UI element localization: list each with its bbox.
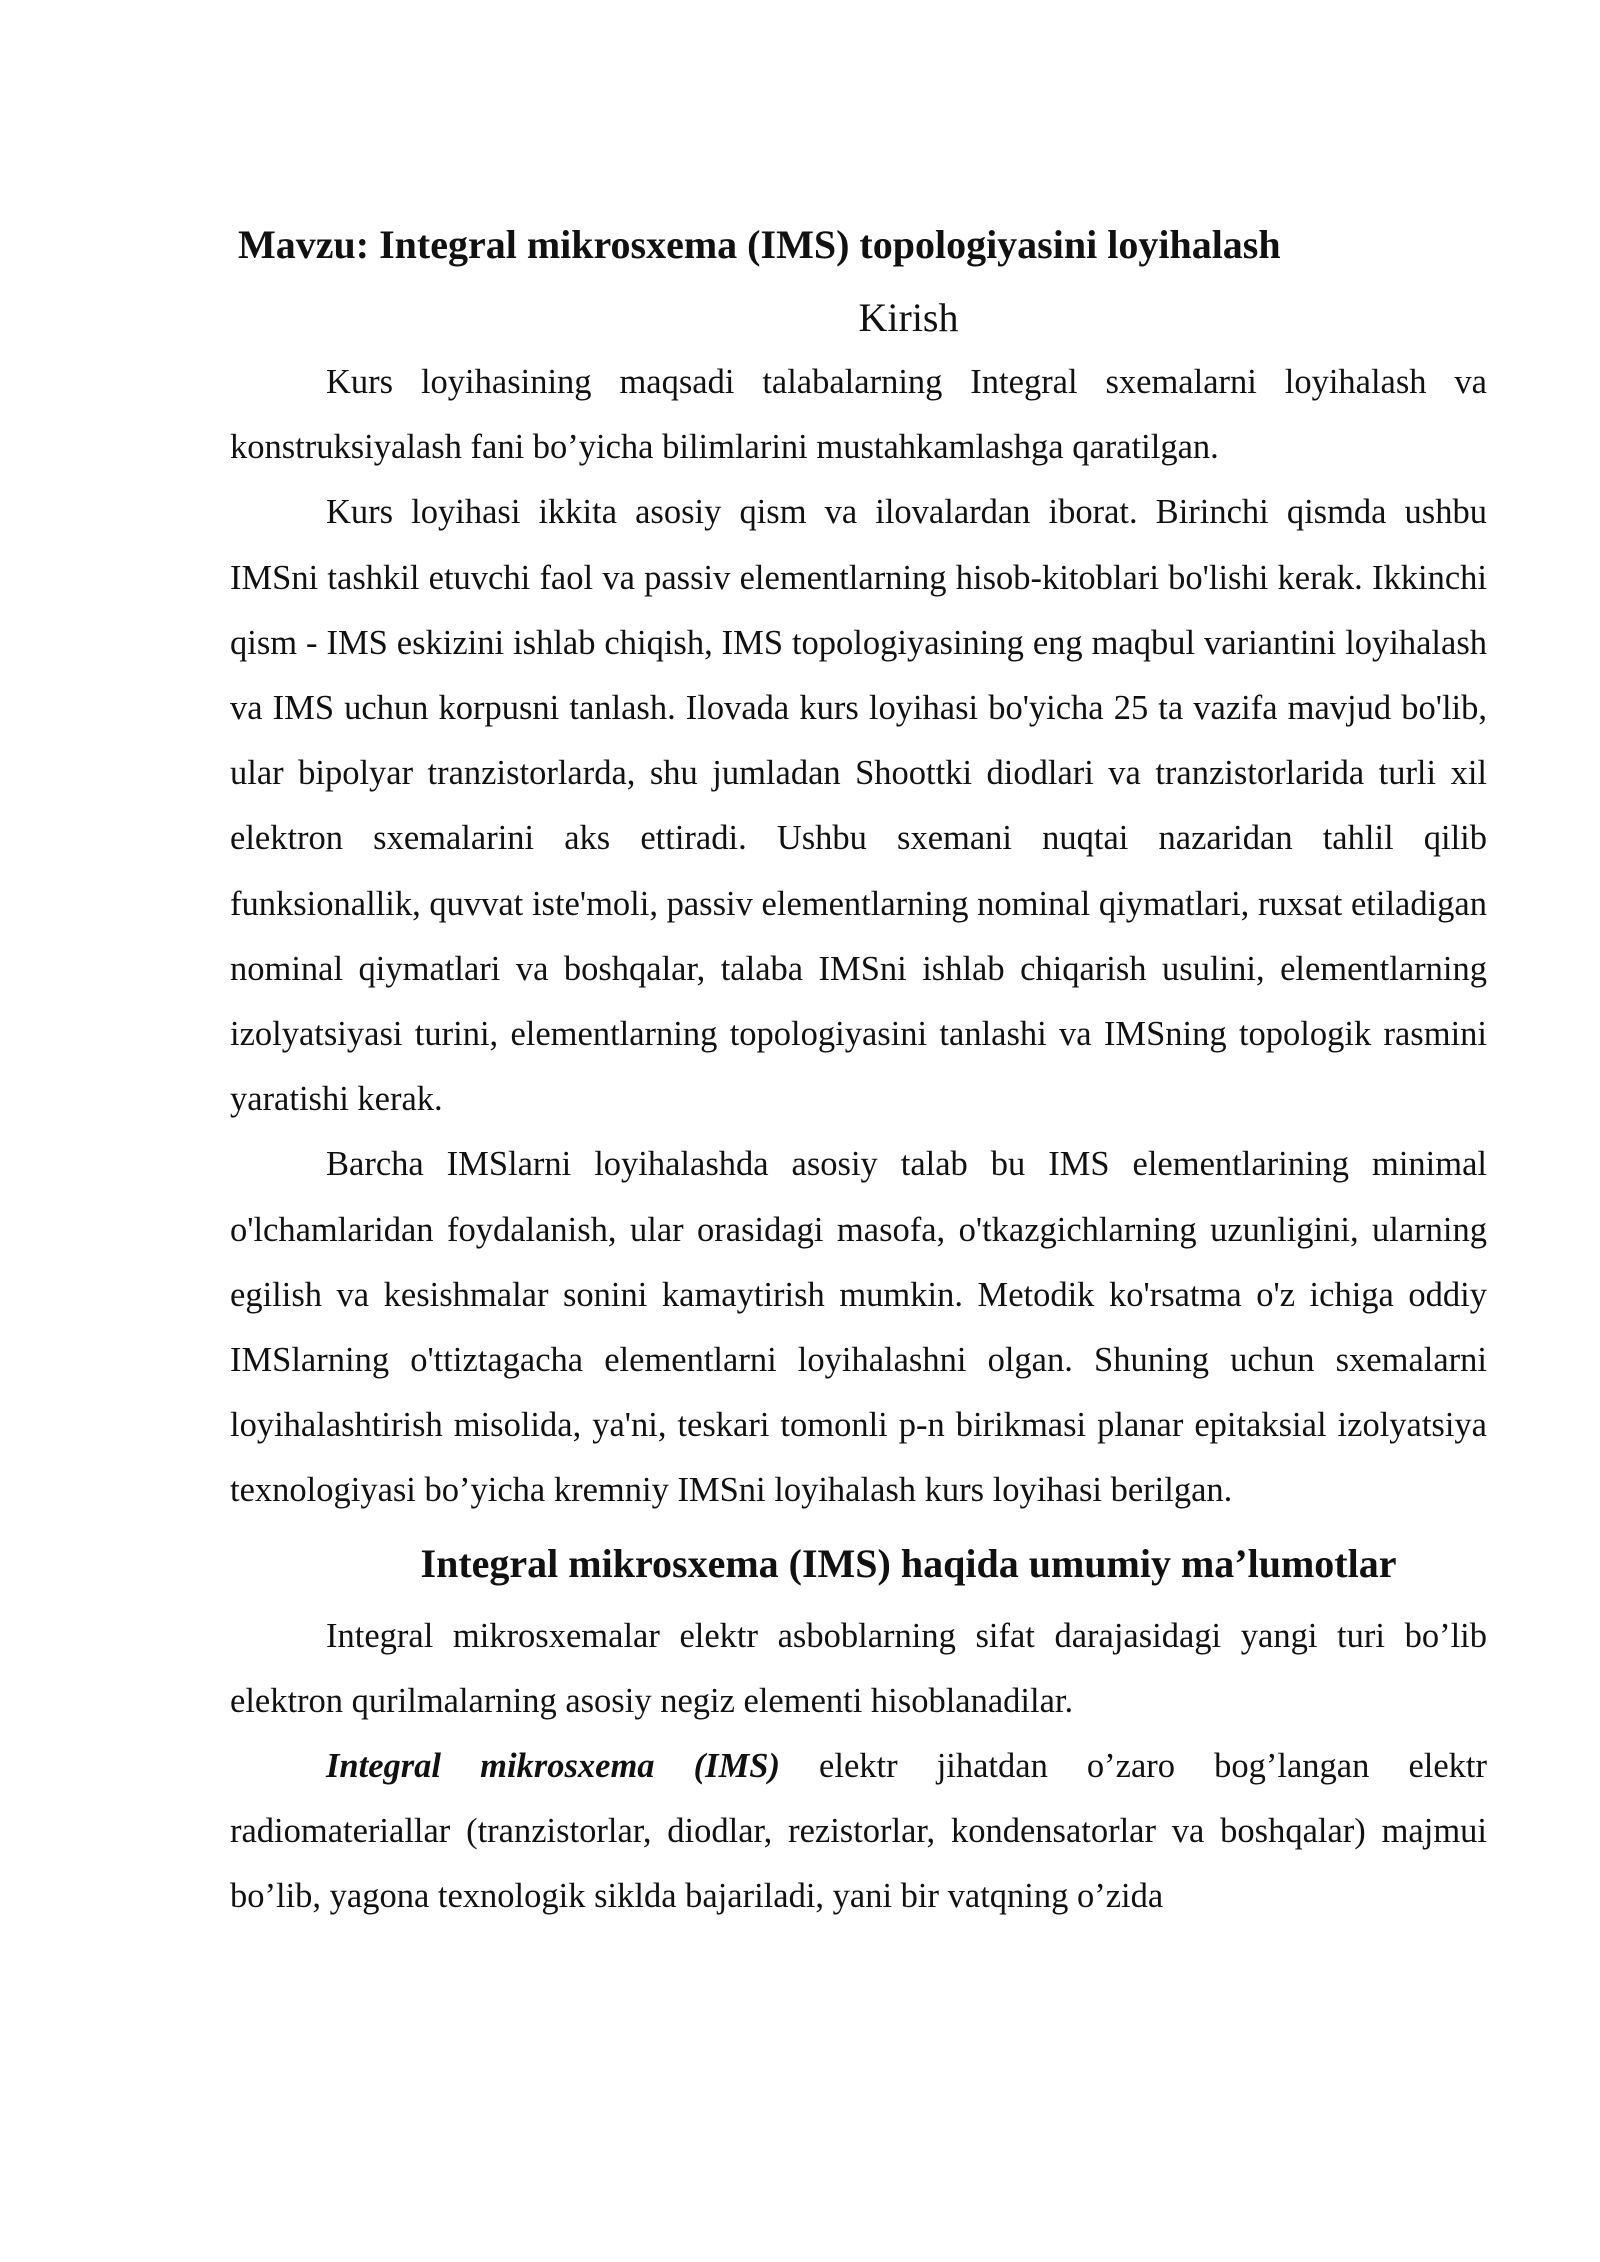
intro-heading: Kirish <box>858 295 959 340</box>
section-heading: Integral mikrosxema (IMS) haqida umumiy ma’lumotlar <box>420 1540 1397 1586</box>
document-page <box>230 205 1487 1930</box>
section-paragraph-definition <box>230 1734 1487 1930</box>
definition-text: elektr jihatdan o’zaro bog’langan elektr radiomateriallar (tranzistorlar, diodlar, rezistorlar, kondensatorlar va boshqalar) majmui bo’lib, yagona texnologik siklda bajariladi, yani bir vatqning o’zida <box>230 1747 1487 1916</box>
intro-paragraph: Kurs loyihasi ikkita asosiy qism va ilovalardan iborat. Birinchi qismda ushbu IMSni tashkil etuvchi faol va passiv elementlarning hisob-kitoblari bo'lishi kerak. Ikkinchi qism - IMS eskizini ishlab chiqish, IMS topologiyasining eng maqbul variantini loyihalash va IMS uchun korpusni tanlash. Ilovada kurs loyihasi bo'yicha 25 ta vazifa mavjud bo'lib, ular bipolyar tranzistorlarda, shu jumladan Shoottki diodlari va tranzistorlarida turli xil elektron sxemalarini aks ettiradi. Ushbu sxemani nuqtai nazaridan tahlil qilib funksionallik, quvvat iste'moli, passiv elementlarning nominal qiymatlari, ruxsat etiladigan nominal qiymatlari va boshqalar, talaba IMSni ishlab chiqarish usulini, elementlarning izolyatsiyasi turini, elementlarning topologiyasini tanlashi va IMSning topologik rasmini yaratishi kerak. <box>230 493 1487 1119</box>
section-paragraph: Integral mikrosxemalar elektr asboblarning sifat darajasidagi yangi turi bo’lib elektron qurilmalarning asosiy negiz elementi hisoblanadilar. <box>230 1616 1487 1720</box>
intro-paragraph: Barcha IMSlarni loyihalashda asosiy talab bu IMS elementlarining minimal o'lchamlaridan foydalanish, ular orasidagi masofa, o'tkazgichlarning uzunligini, ularning egilish va kesishmalar sonini kamaytirish mumkin. Metodik ko'rsatma o'z ichiga oddiy IMSlarning o'ttiztagacha elementlarni loyihalashni olgan. Shuning uchun sxemalarni loyihalashtirish misolida, ya'ni, teskari tomonli p-n birikmasi planar epitaksial izolyatsiya texnologiyasi bo’yicha kremniy IMSni loyihalash kurs loyihasi berilgan. <box>230 1145 1487 1510</box>
document-title: Mavzu: Integral mikrosxema (IMS) topologiyasini loyihalash <box>238 222 1281 267</box>
definition-term: Integral mikrosxema (IMS) <box>326 1747 780 1786</box>
intro-paragraph: Kurs loyihasining maqsadi talabalarning Integral sxemalarni loyihalash va konstruksiyalash fani bo’yicha bilimlarini mustahkamlashga qaratilgan. <box>230 363 1487 467</box>
